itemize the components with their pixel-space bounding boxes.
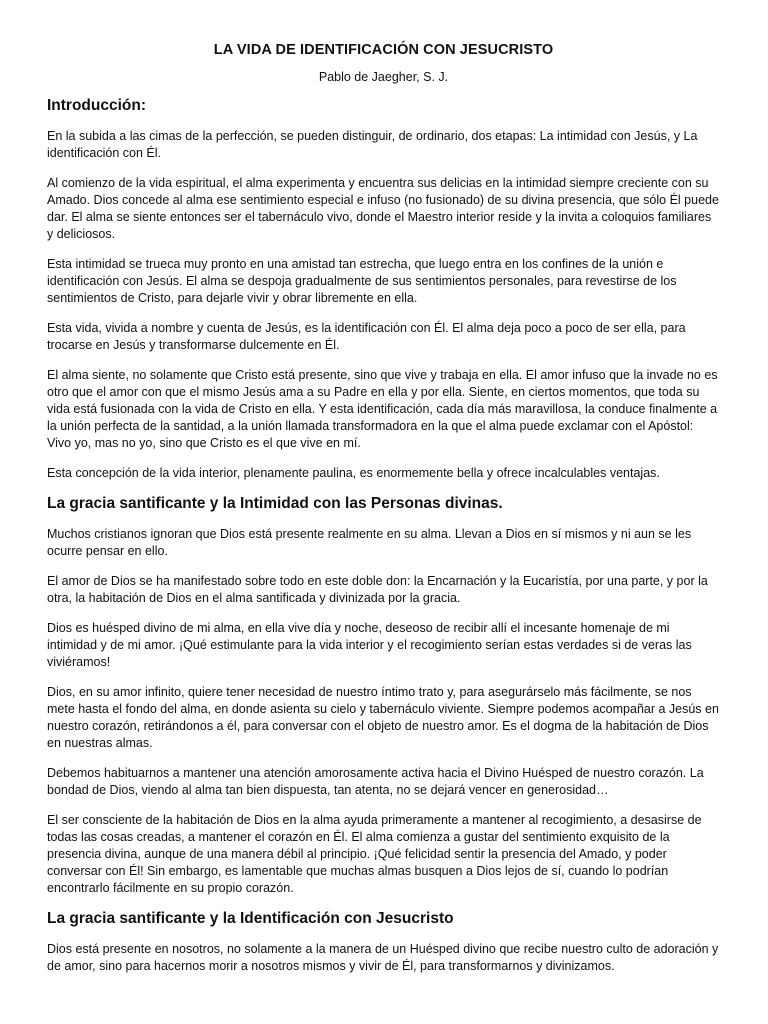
paragraph: Dios es huésped divino de mi alma, en ella vive día y noche, deseoso de recibir allí el incesante homenaje de mi intimidad y de mi amor. ¡Qué estimulante para la vida interior y el recogimiento serían estas verdades si de veras las viviéramos!: [47, 621, 692, 669]
paragraph: Esta vida, vivida a nombre y cuenta de Jesús, es la identificación con Él. El alma deja poco a poco de ser ella, para trocarse en Jesús y transformarse dulcemente en Él.: [47, 321, 686, 352]
section-introduccion: [47, 97, 720, 482]
paragraph: Debemos habituarnos a mantener una atención amorosamente activa hacia el Divino Huésped de nuestro corazón. La bondad de Dios, viendo al alma tan bien dispuesta, tan atenta, no se dejará vencer en generosidad…: [47, 766, 704, 797]
section-heading: La gracia santificante y la Intimidad con las Personas divinas.: [47, 495, 503, 512]
paragraph: Esta concepción de la vida interior, plenamente paulina, es enormemente bella y ofrece incalculables ventajas.: [47, 466, 660, 480]
paragraph: Dios, en su amor infinito, quiere tener necesidad de nuestro íntimo trato y, para asegurárselo más fácilmente, se nos mete hasta el fondo del alma, en donde asienta su cielo y tabernáculo viviente. Siempre podemos acompañar a Jesús en nuestro corazón, retirándonos a él, para conversar con el objeto de nuestro amor. Es el dogma de la habitación de Dios en nuestras almas.: [47, 685, 719, 750]
document-author: Pablo de Jaegher, S. J.: [318, 70, 449, 84]
paragraph: Al comienzo de la vida espiritual, el alma experimenta y encuentra sus delicias en la intimidad siempre creciente con su Amado. Dios concede al alma ese sentimiento especial e infuso (no fusionado) de su divina presencia, que sólo Él puede dar. El alma se siente entonces ser el tabernáculo vivo, donde el Maestro interior reside y la invita a coloquios familiares y deliciosos.: [47, 176, 719, 241]
paragraph: Esta intimidad se trueca muy pronto en una amistad tan estrecha, que luego entra en los confines de la unión e identificación con Jesús. El alma se despoja gradualmente de sus sentimientos personales, para revestirse de los sentimientos de Cristo, para dejarle vivir y obrar libremente en ella.: [47, 257, 677, 305]
section-identificacion: [47, 910, 720, 975]
paragraph: En la subida a las cimas de la perfección, se pueden distinguir, de ordinario, dos etapas: La intimidad con Jesús, y La identificación con Él.: [47, 129, 698, 160]
section-intimidad: [47, 495, 720, 897]
paragraph: Muchos cristianos ignoran que Dios está presente realmente en su alma. Llevan a Dios en sí mismos y ni aun se les ocurre pensar en ello.: [47, 527, 692, 558]
section-heading: La gracia santificante y la Identificación con Jesucristo: [47, 910, 454, 927]
paragraph: El alma siente, no solamente que Cristo está presente, sino que vive y trabaja en ella. El amor infuso que la invade no es otro que el amor con que el mismo Jesús ama a su Padre en ella y por ella. Siente, en ciertos momentos, que toda su vida está fusionada con la vida de Cristo en ella. Y esta identificación, cada día más maravillosa, la conduce finalmente a la unión perfecta de la santidad, a la unión llamada transformadora en la que el alma puede exclamar con el Apóstol: Vivo yo, mas no yo, sino que Cristo es el que vive en mí.: [47, 368, 718, 450]
section-heading: Introducción:: [47, 97, 147, 114]
paragraph: Dios está presente en nosotros, no solamente a la manera de un Huésped divino que recibe nuestro culto de adoración y de amor, sino para hacernos morir a nosotros mismos y vivir de Él, para transformarnos y divinizamos.: [47, 942, 719, 973]
paragraph: El ser consciente de la habitación de Dios en la alma ayuda primeramente a mantener al recogimiento, a desasirse de todas las cosas creadas, a mantener el corazón en Él. El alma comienza a gustar del sentimiento exquisito de la presencia divina, aunque de una manera débil al principio. ¡Qué felicidad sentir la presencia del Amado, y poder conversar con Él! Sin embargo, es lamentable que muchas almas busquen a Dios lejos de sí, cuando lo podrían encontrarlo fácilmente en su propio corazón.: [47, 813, 702, 895]
paragraph: El amor de Dios se ha manifestado sobre todo en este doble don: la Encarnación y la Eucaristía, por una parte, y por la otra, la habitación de Dios en el alma santificada y divinizada por la gracia.: [47, 574, 708, 605]
document-title: LA VIDA DE IDENTIFICACIÓN CON JESUCRISTO: [213, 42, 554, 58]
